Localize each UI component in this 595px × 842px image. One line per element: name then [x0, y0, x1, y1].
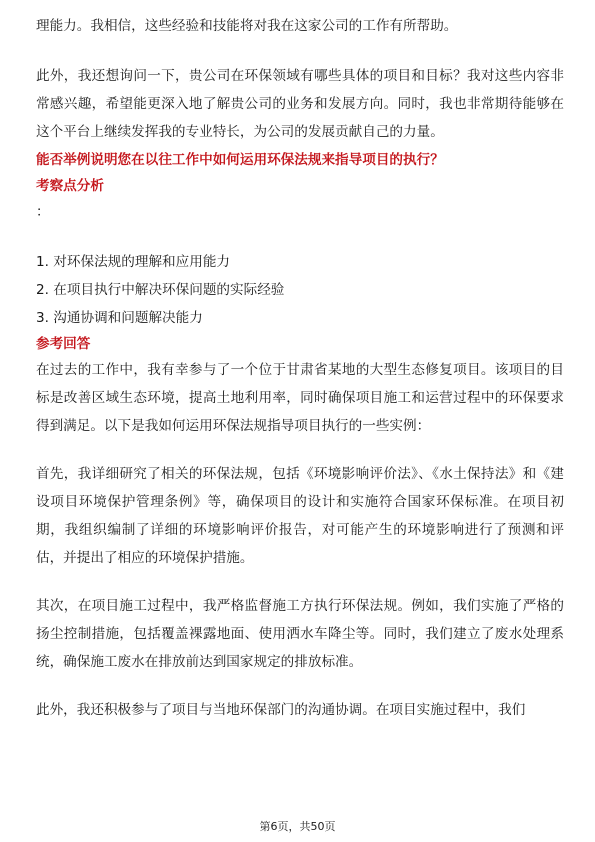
analysis-heading: 考察点分析: [36, 178, 104, 194]
analysis-colon: ：: [36, 204, 50, 220]
answer-paragraph: 首先，我详细研究了相关的环保法规，包括《环境影响评价法》、《水土保持法》和《建设项目环境保护管理条例》等，确保项目的设计和实施符合国家环保标准。在项目初期，我组织编制了详细的环境影响评价报告，对可能产生的环境影响进行了预测和评估，并提出了相应的环境保护措施。: [36, 466, 564, 566]
analysis-point: 3. 沟通协调和问题解决能力: [36, 310, 203, 326]
page-number-footer: 第6页，共50页: [259, 820, 336, 833]
analysis-point: 1. 对环保法规的理解和应用能力: [36, 254, 231, 270]
answer-paragraph: 此外，我还积极参与了项目与当地环保部门的沟通协调。在项目实施过程中，我们: [36, 702, 526, 718]
paragraph-continuation: 理能力。我相信，这些经验和技能将对我在这家公司的工作有所帮助。: [36, 18, 458, 34]
answer-paragraph: 在过去的工作中，我有幸参与了一个位于甘肃省某地的大型生态修复项目。该项目的目标是改善区域生态环境，提高土地利用率，同时确保项目施工和运营过程中的环保要求得到满足。以下是我如何运用环保法规指导项目执行的一些实例：: [36, 362, 564, 434]
analysis-point: 2. 在项目执行中解决环保问题的实际经验: [36, 282, 285, 298]
analysis-points-list: [36, 248, 564, 332]
answer-paragraph: 其次，在项目施工过程中，我严格监督施工方执行环保法规。例如，我们实施了严格的扬尘控制措施，包括覆盖裸露地面、使用洒水车降尘等。同时，我们建立了废水处理系统，确保施工废水在排放前达到国家规定的排放标准。: [36, 598, 564, 670]
question-title: 能否举例说明您在以往工作中如何运用环保法规来指导项目的执行？: [36, 152, 444, 168]
answer-heading: 参考回答: [36, 336, 91, 352]
paragraph-inquiry: 此外，我还想询问一下，贵公司在环保领域有哪些具体的项目和目标？我对这些内容非常感兴趣，希望能更深入地了解贵公司的业务和发展方向。同时，我也非常期待能够在这个平台上继续发挥我的专业特长，为公司的发展贡献自己的力量。: [36, 68, 564, 140]
document-body: [36, 12, 564, 724]
